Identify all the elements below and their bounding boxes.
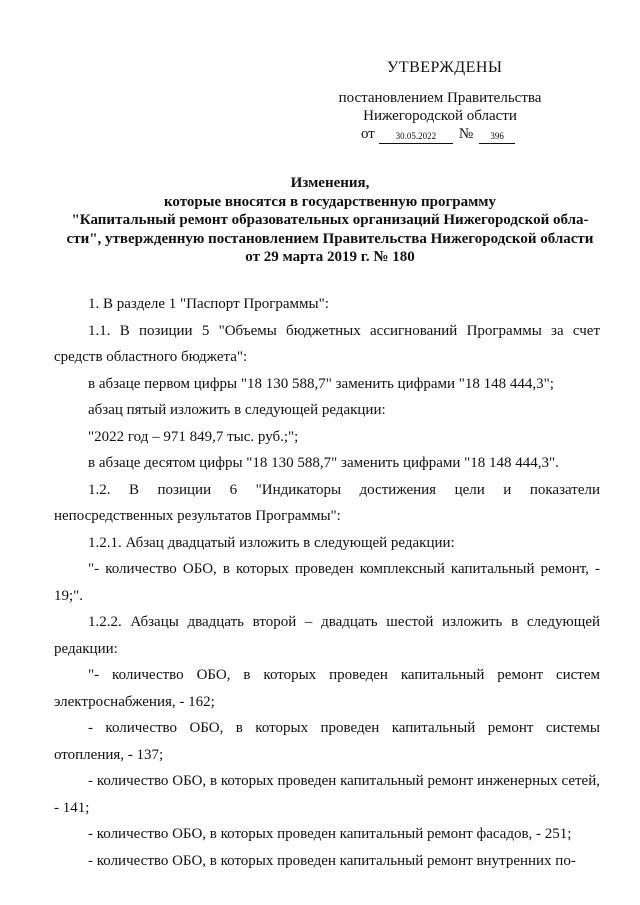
paragraph: "- количество ОБО, в которых проведен комплексный капитальный ремонт, - 19;".	[54, 561, 600, 604]
paragraph: 1.2.1. Абзац двадцатый изложить в следующей редакции:	[88, 534, 455, 551]
heading-line-1: Изменения,	[290, 175, 370, 191]
paragraph: - количество ОБО, в которых проведен капитальный ремонт внутренних по-	[88, 852, 576, 869]
approval-number: 396	[490, 131, 504, 141]
heading-line-3: "Капитальный ремонт образовательных организаций Нижегородской обла-	[71, 212, 589, 229]
approval-line-1: постановлением Правительства	[338, 90, 542, 106]
heading-line-5: от 29 марта 2019 г. № 180	[245, 249, 415, 266]
paragraph: 1.2. В позиции 6 "Индикаторы достижения цели и показатели непосредственных результатов Программы":	[54, 481, 600, 524]
approval-stamp	[335, 58, 545, 144]
paragraph: 1.2.2. Абзацы двадцать второй – двадцать шестой изложить в следующей редакции:	[54, 614, 600, 657]
paragraph: в абзаце десятом цифры "18 130 588,7" заменить цифрами "18 148 444,3".	[88, 455, 559, 471]
paragraph: "2022 год – 971 849,7 тыс. руб.;";	[88, 428, 299, 445]
paragraph: - количество ОБО, в которых проведен капитальный ремонт фасадов, - 251;	[88, 826, 572, 842]
heading-line-2: которые вносятся в государственную программу	[163, 193, 497, 210]
approval-line-2: Нижегородской области	[363, 108, 517, 124]
approval-sign-row	[335, 125, 545, 144]
paragraph: в абзаце первом цифры "18 130 588,7" заменить цифрами "18 148 444,3";	[88, 375, 554, 392]
paragraph: 1.1. В позиции 5 "Объемы бюджетных ассигнований Программы за счет средств областного бюджета":	[54, 322, 600, 365]
date-blank	[379, 125, 453, 144]
approval-title: УТВЕРЖДЕНЫ	[387, 59, 503, 76]
number-blank	[479, 125, 515, 144]
approval-date: 30.05.2022	[395, 131, 437, 141]
number-label: №	[458, 126, 474, 142]
from-label: от	[361, 126, 375, 142]
paragraph: "- количество ОБО, в которых проведен капитальный ремонт систем электроснабжения, - 162;	[54, 667, 600, 710]
heading-line-4: сти", утвержденную постановлением Правительства Нижегородской области	[66, 230, 594, 247]
document-body	[54, 291, 600, 874]
paragraph: 1. В разделе 1 "Паспорт Программы":	[88, 296, 329, 312]
paragraph: абзац пятый изложить в следующей редакции:	[88, 402, 386, 418]
paragraph: - количество ОБО, в которых проведен капитальный ремонт системы отопления, - 137;	[54, 720, 600, 763]
paragraph: - количество ОБО, в которых проведен капитальный ремонт инженерных сетей, - 141;	[54, 773, 600, 816]
document-heading	[60, 174, 600, 267]
